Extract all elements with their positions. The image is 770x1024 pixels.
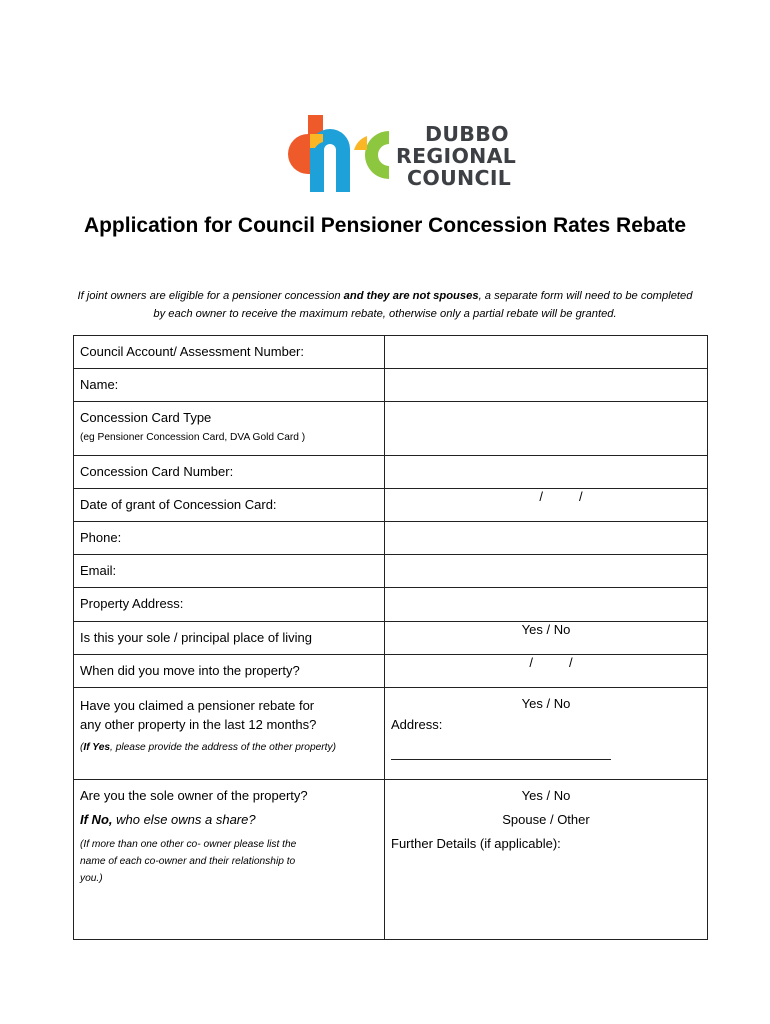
name-label: Name: xyxy=(74,369,385,402)
grant-date-field[interactable] xyxy=(385,489,708,522)
logo-line-2: REGIONAL xyxy=(396,144,517,168)
card-type-cell xyxy=(74,402,385,456)
property-address-field[interactable] xyxy=(385,588,708,622)
claimed-hint-bold: If Yes xyxy=(83,742,111,753)
if-no-bold: If No, xyxy=(80,812,113,827)
grant-date-label: Date of grant of Concession Card: xyxy=(74,489,385,522)
claimed-hint-text: , please provide the address of the other property) xyxy=(110,742,336,753)
claimed-hint: (If Yes, please provide the address of the other property) xyxy=(80,742,336,753)
logo-wordmark xyxy=(396,123,516,189)
phone-field[interactable] xyxy=(385,522,708,555)
email-label: Email: xyxy=(74,555,385,588)
row-move-in xyxy=(74,655,708,688)
account-field[interactable] xyxy=(385,336,708,369)
claimed-address-label: Address: xyxy=(391,717,443,732)
claimed-address-line[interactable] xyxy=(391,759,611,760)
sole-place-yes-no[interactable]: Yes / No xyxy=(521,622,571,637)
grant-date-slashes: / / xyxy=(539,489,583,504)
share-spouse-other[interactable]: Spouse / Other xyxy=(502,812,590,827)
property-address-label: Property Address: xyxy=(74,588,385,622)
logo-c-arc xyxy=(365,131,389,179)
row-claimed-rebate xyxy=(74,688,708,780)
claimed-cell xyxy=(74,688,385,780)
name-field[interactable] xyxy=(385,369,708,402)
row-email xyxy=(74,555,708,588)
further-details-label: Further Details (if applicable): xyxy=(391,836,561,851)
move-in-label: When did you move into the property? xyxy=(74,655,385,688)
row-sole-owner xyxy=(74,780,708,940)
card-type-hint: (eg Pensioner Concession Card, DVA Gold Card ) xyxy=(80,432,306,443)
if-no-question xyxy=(80,812,378,827)
sole-owner-field[interactable] xyxy=(385,780,708,940)
logo-overlap-yellow-2 xyxy=(354,136,367,150)
sole-place-label: Is this your sole / principal place of living xyxy=(74,622,385,655)
coowner-hint: (If more than one other co- owner please list the name of each co-owner and their relationship to you.) xyxy=(80,839,297,884)
if-no-text: who else owns a share? xyxy=(112,812,256,827)
row-sole-place xyxy=(74,622,708,655)
move-in-field[interactable] xyxy=(385,655,708,688)
claimed-label: Have you claimed a pensioner rebate for any other property in the last 12 months? xyxy=(80,698,317,732)
intro-text-1: If joint owners are eligible for a pensioner concession xyxy=(77,290,344,302)
card-number-label: Concession Card Number: xyxy=(74,456,385,489)
sole-owner-cell xyxy=(74,780,385,940)
account-label: Council Account/ Assessment Number: xyxy=(74,336,385,369)
intro-note xyxy=(72,288,698,323)
intro-text-2: , a separate form will need to be completed by each owner to receive the maximum rebate, otherwise only a partial rebate will be granted. xyxy=(153,290,693,320)
row-account xyxy=(74,336,708,369)
row-phone xyxy=(74,522,708,555)
row-name xyxy=(74,369,708,402)
sole-place-field[interactable] xyxy=(385,622,708,655)
row-grant-date xyxy=(74,489,708,522)
intro-bold: and they are not spouses xyxy=(343,290,479,302)
phone-label: Phone: xyxy=(74,522,385,555)
card-type-label: Concession Card Type xyxy=(80,410,212,425)
email-field[interactable] xyxy=(385,555,708,588)
row-card-number xyxy=(74,456,708,489)
row-card-type xyxy=(74,402,708,456)
logo-line-1: DUBBO xyxy=(425,122,509,146)
claimed-yes-no[interactable]: Yes / No xyxy=(521,696,571,711)
claimed-field[interactable] xyxy=(385,688,708,780)
logo-line-3: COUNCIL xyxy=(407,166,512,190)
card-number-field[interactable] xyxy=(385,456,708,489)
move-in-slashes: / / xyxy=(529,655,573,670)
card-type-field[interactable] xyxy=(385,402,708,456)
application-form-table xyxy=(73,335,708,940)
logo-d-bowl xyxy=(288,134,308,174)
row-property-address xyxy=(74,588,708,622)
page-title: Application for Council Pensioner Concession Rates Rebate xyxy=(83,214,687,237)
sole-owner-label: Are you the sole owner of the property? xyxy=(80,788,308,803)
sole-owner-yes-no[interactable]: Yes / No xyxy=(521,788,571,803)
